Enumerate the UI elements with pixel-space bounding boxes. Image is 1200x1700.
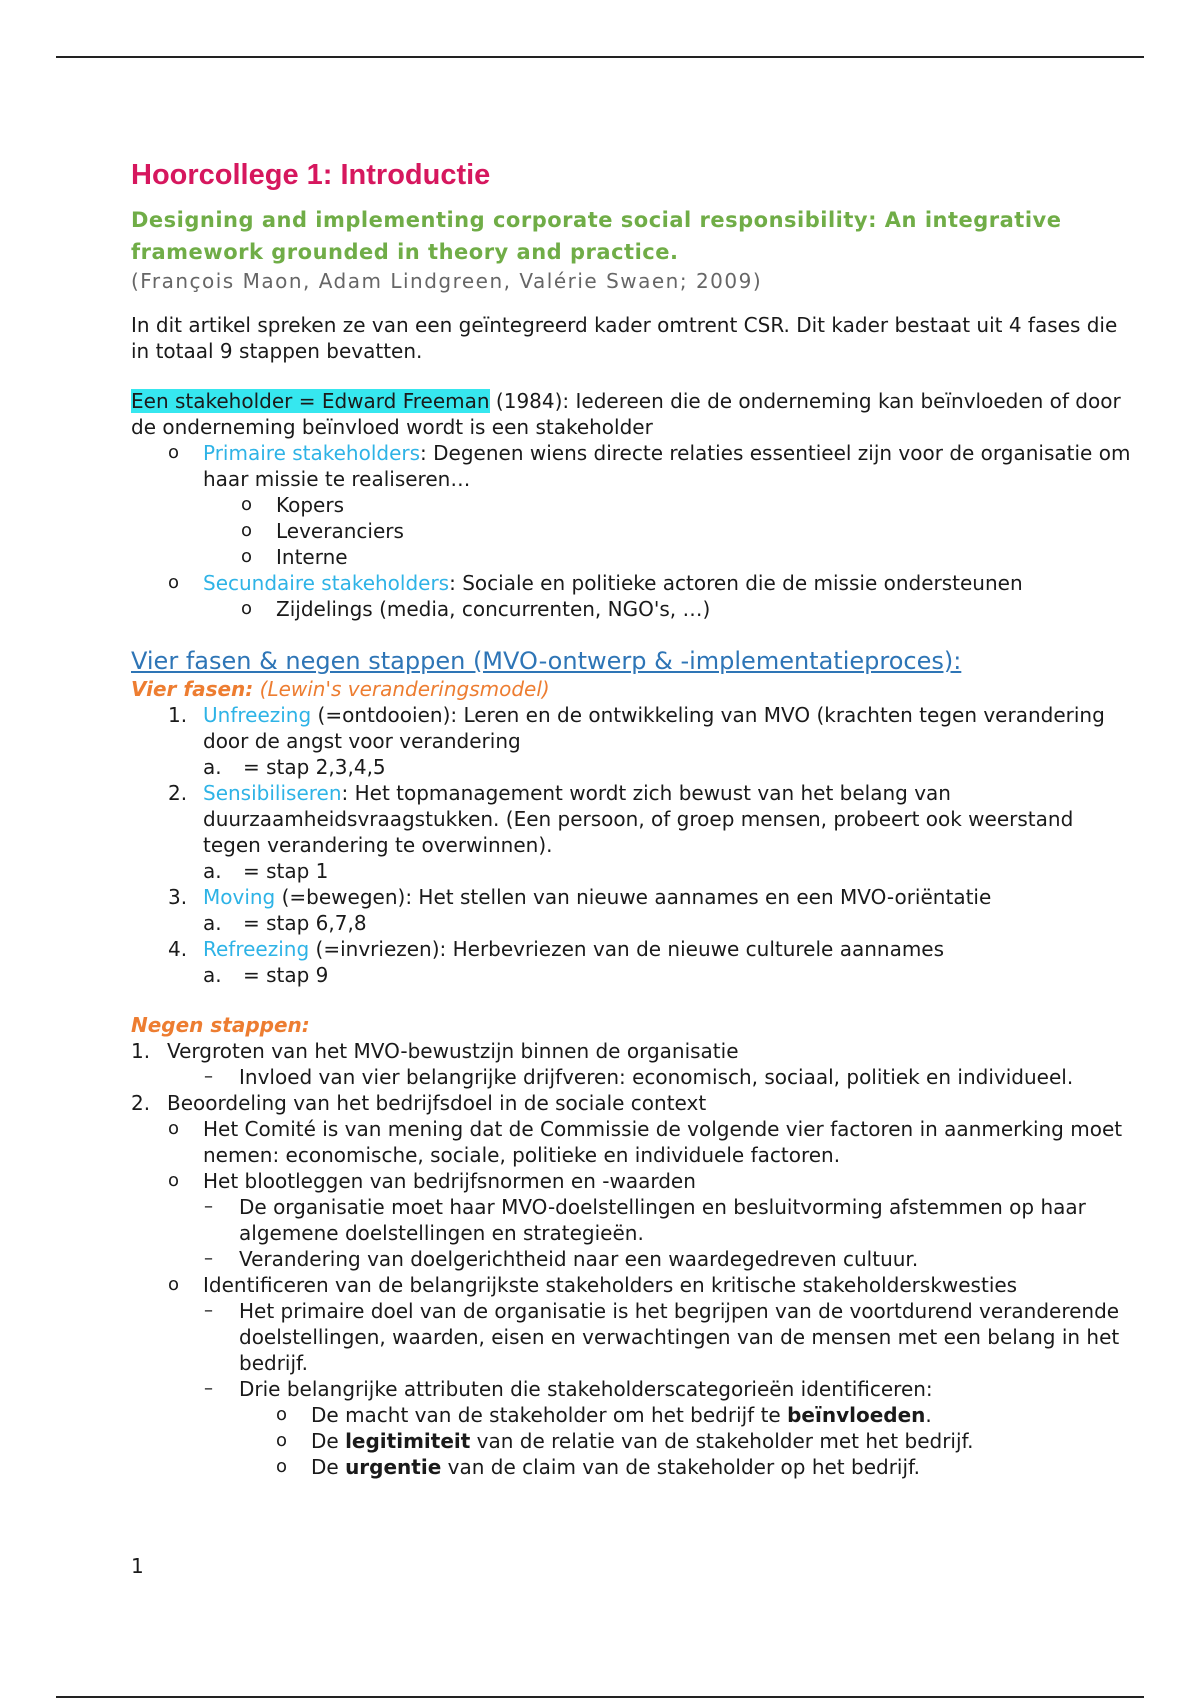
- list-item: – De organisatie moet haar MVO-doelstellingen en besluitvorming afstemmen op haar algemene doelstellingen en strategieën.: [204, 1194, 1086, 1245]
- list-item: o Identificeren van de belangrijkste stakeholders en kritische stakeholderskwesties: [168, 1272, 1018, 1297]
- intro-paragraph: In dit artikel spreken ze van een geïntegreerd kader omtrent CSR. Dit kader bestaat uit 4 fases die in totaal 9 stappen bevatten.: [131, 312, 1118, 363]
- list-item: o Secundaire stakeholders: Sociale en politieke actoren die de missie ondersteunen: [168, 570, 1023, 595]
- list-item: o Primaire stakeholders: Degenen wiens directe relaties essentieel zijn voor de organisatie om haar missie te realiseren…: [168, 440, 1131, 491]
- list-item: o De legitimiteit van de relatie van de stakeholder met het bedrijf.: [276, 1428, 974, 1453]
- stakeholder-list: [131, 440, 1131, 622]
- phase-subitem: a. = stap 9: [203, 962, 329, 987]
- list-item: o Zijdelings (media, concurrenten, NGO's, …): [241, 596, 711, 621]
- phase-item: 1. Unfreezing (=ontdooien): Leren en de ontwikkeling van MVO (krachten tegen verandering door de angst voor verandering: [168, 702, 1105, 753]
- phase-item: 2. Sensibiliseren: Het topmanagement wordt zich bewust van het belang van duurzaamheidsvraagstukken. (Een persoon, of groep mensen, probeert ook weerstand tegen verandering te overwinnen).: [168, 780, 1074, 857]
- list-item: – Het primaire doel van de organisatie is het begrijpen van de voortdurend veranderende doelstellingen, waarden, eisen en verwachtingen van de mensen met een belang in het bedrijf.: [204, 1298, 1120, 1375]
- phases-list: [131, 702, 1131, 988]
- steps-heading: Negen stappen:: [131, 1012, 310, 1037]
- page-number: 1: [131, 1554, 144, 1578]
- list-item: – Invloed van vier belangrijke drijfveren: economisch, sociaal, politiek en individueel.: [204, 1064, 1074, 1089]
- list-item: o De urgentie van de claim van de stakeholder op het bedrijf.: [276, 1454, 920, 1479]
- article-title-line2: framework grounded in theory and practice.: [131, 239, 679, 264]
- list-item: – Verandering van doelgerichtheid naar een waardegedreven cultuur.: [204, 1246, 919, 1271]
- phase-subitem: a. = stap 6,7,8: [203, 910, 367, 935]
- article-title-line1: Designing and implementing corporate social responsibility: An integrative: [131, 207, 1062, 232]
- stakeholder-definition: Een stakeholder = Edward Freeman (1984): Iedereen die de onderneming kan beïnvloeden of door de onderneming beïnvloed wordt is een stakeholder: [131, 388, 1121, 439]
- footer-rule: [56, 1696, 1144, 1698]
- highlighted-term: Een stakeholder = Edward Freeman: [131, 388, 490, 413]
- header-rule: [56, 56, 1144, 58]
- phase-subitem: a. = stap 2,3,4,5: [203, 754, 386, 779]
- phase-item: 3. Moving (=bewegen): Het stellen van nieuwe aannames en een MVO-oriëntatie: [168, 884, 992, 909]
- section-heading-link[interactable]: Vier fasen & negen stappen (MVO-ontwerp & -implementatieproces):: [131, 646, 962, 675]
- phase-item: 4. Refreezing (=invriezen): Herbevriezen van de nieuwe culturele aannames: [168, 936, 945, 961]
- document-page: [131, 160, 1131, 1480]
- list-item: – Drie belangrijke attributen die stakeholderscategorieën identificeren:: [204, 1376, 933, 1401]
- step-item: 2. Beoordeling van het bedrijfsdoel in de sociale context: [131, 1090, 707, 1115]
- list-item: o Het blootleggen van bedrijfsnormen en -waarden: [168, 1168, 696, 1193]
- list-item: o De macht van de stakeholder om het bedrijf te beïnvloeden.: [276, 1402, 932, 1427]
- list-item: o Het Comité is van mening dat de Commissie de volgende vier factoren in aanmerking moet nemen: economische, sociale, politieke en individuele factoren.: [168, 1116, 1123, 1167]
- phase-subitem: a. = stap 1: [203, 858, 329, 883]
- secondary-stakeholders-term: Secundaire stakeholders: [203, 570, 450, 595]
- list-item: o Kopers: [241, 492, 344, 517]
- list-item: o Interne: [241, 544, 348, 569]
- steps-list: [131, 1038, 1131, 1480]
- primary-stakeholders-term: Primaire stakeholders: [203, 440, 421, 465]
- article-authors: (François Maon, Adam Lindgreen, Valérie Swaen; 2009): [131, 268, 763, 293]
- list-item: o Leveranciers: [241, 518, 404, 543]
- step-item: 1. Vergroten van het MVO-bewustzijn binnen de organisatie: [131, 1038, 739, 1063]
- phases-heading: Vier fasen: (Lewin's veranderingsmodel): [131, 676, 550, 701]
- lecture-title: Hoorcollege 1: Introductie: [131, 159, 491, 191]
